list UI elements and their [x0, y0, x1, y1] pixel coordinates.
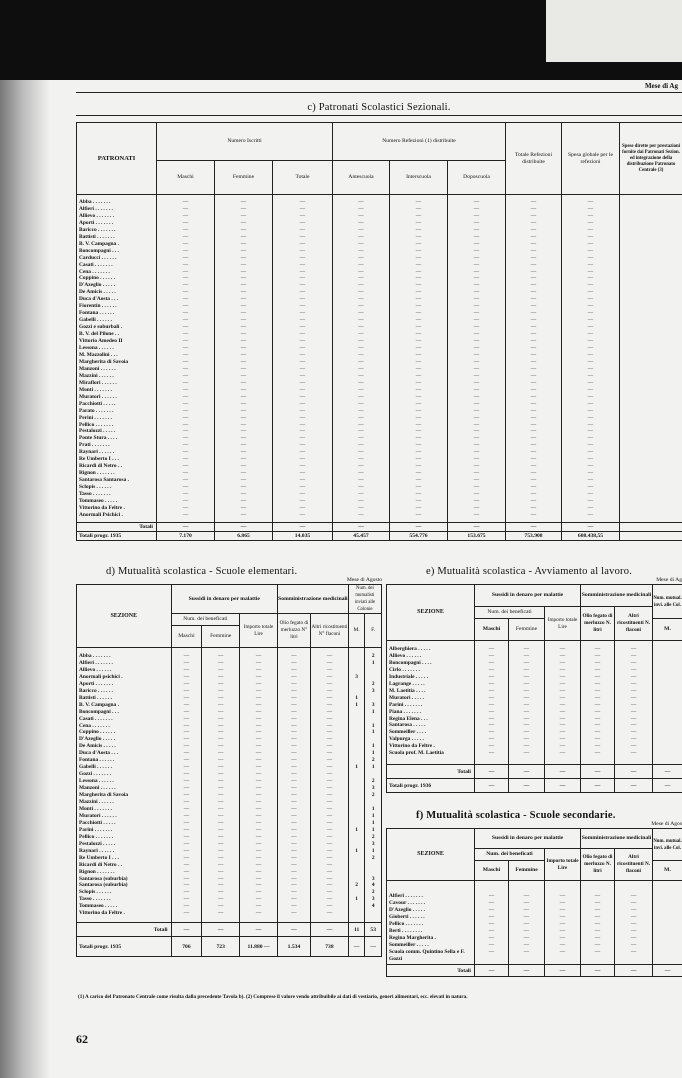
prog-value: 608.438,55: [562, 532, 620, 541]
data-column: — — — — — — — — — — — — — — — —: [509, 641, 545, 765]
col-sussidi: Sussidi in denaro per malattie: [475, 829, 581, 849]
section-d-title: d) Mutualità scolastica - Scuole elementari.: [106, 566, 298, 577]
data-column: — — — — — — — — — — — — — — — —: [615, 641, 653, 765]
section-e-month: Mese di Ag: [656, 577, 682, 583]
col-spese-dirette: Spese dirette per prestazioni fornite dai Patronati Sezion. ed integrazione della distribuzione Patronato Centrale (3): [620, 123, 682, 195]
data-column: — — — — — — — — — — — — — — — — — — — — — — — — — — — — — — — — — — — — — — — — — — — — — —: [390, 195, 448, 523]
sezioni-names: Alfieri . . . . . . . Cavour . . . . . . . D'Azeglio . . . . . Gioberti . . . . . . Pellico . . . . . . . Berti . . . . . . . . Regina Margherita . Sommeiller . . . . . Scuola comm. Quintino Sella e F. Gozzi: [387, 881, 475, 965]
totali-row: Totali — — — — — —: [387, 765, 682, 779]
totali-label: Totali: [77, 523, 157, 532]
prog-value: [620, 532, 682, 541]
data-column: — — — — — — — — — — — — — — — —: [545, 641, 581, 765]
col-maschi: Maschi: [475, 619, 509, 641]
section-e-title: e) Mutualità scolastica - Avviamento al lavoro.: [426, 566, 633, 577]
col-f-values: 2 1 2 3 3 1 1 1 1 1 2 1 2 3 2 1 1 1 1 2 3 1 2 3 4 2 3 4: [365, 648, 382, 923]
data-column: — — — — — — — — — — — — — — — — — — — — — — — — — — — — — — — — — — — — — — — — — — — — — —: [333, 195, 390, 523]
section-f-secondarie: [386, 810, 682, 977]
col-num: Num. mutual. invi. alle Col.: [653, 829, 682, 861]
section-f-month: Mese di Agos: [651, 821, 682, 827]
totali-label: Totali: [387, 965, 475, 977]
col-sezione: SEZIONE: [387, 585, 475, 641]
col-somministrazione: Somministrazione medicinali: [581, 585, 653, 607]
totali-progr-label: Totali progr. 1935: [77, 532, 157, 541]
sezioni-names: Abba . . . . . . . Alfieri . . . . . . . Allievo . . . . . . Anormali psichici . Aporti . . . . . . . Baricco . . . . . . Battisti . . . . . . B. V. Campagna . Boncompagni . . . Casati . . . . . . . Cena . . . . . . . Coppino . . . . . . D'Azeglio . . . . . De Amicis . . . . . Duca d'Aosta . . . Fontana . . . . . . Gabelli . . . . . . Gozzi . . . . . . . Lessona . . . . . . Manzoni . . . . . . Margherita di Savoia Mazzini . . . . . . Monti . . . . . . . Muratori . . . . . . Pacchiotti . . . . . Parini . . . . . . . Pellico . . . . . . . Pestalozzi . . . . . Raynari . . . . . . Re Umberto I . . . Ricardi di Netro . . Rignon . . . . . . . Santarosa (suburbia) Santarosa (suburbia) Sclopis . . . . . . Tasso . . . . . . . Tommaseo . . . . . Vittorino da Feltre .: [77, 648, 172, 923]
empty-column: [653, 881, 682, 965]
col-spesa-globale: Spesa globale per le refezioni: [562, 123, 620, 195]
totale-value: 53: [365, 923, 382, 937]
data-column: — — — — — — — — — — — — — — — — — — — — — — — — — — — — — — — — — — — — — — — — — — — — — —: [562, 195, 620, 523]
section-e-avviamento: [386, 566, 682, 793]
col-num-beneficati: Num. dei beneficati: [475, 607, 545, 619]
data-column: — — — — — — — — — — — — — — — — — — — — — — — — — — — — — — — — — — — — — —: [202, 648, 240, 923]
section-f-title: f) Mutualità scolastica - Scuole secondarie.: [416, 810, 616, 821]
col-num-beneficati: Num. dei beneficati: [171, 614, 240, 626]
col-sussidi: Sussidi in denaro per malattie: [475, 585, 581, 607]
data-column: — — — — — — — — — — — — — — — — — — — — — — — — — — — — — — — — — — — — — — — — — — — — — —: [215, 195, 273, 523]
month-label: Mese di Ag: [644, 82, 678, 90]
col-sezione: SEZIONE: [387, 829, 475, 881]
data-column: — — — — — — — — — — — — — — — — — — — — — — — — — — — — — — — — — — — — — — — — — — — — — —: [157, 195, 215, 523]
col-importo: Importo totale Lire: [240, 614, 278, 648]
section-d-month: Mese di Agosto: [346, 577, 382, 583]
data-column: — — — — — — — — —: [475, 881, 509, 965]
col-doposcuola: Doposcuola: [448, 161, 506, 195]
data-column: — — — — — — — — —: [581, 881, 615, 965]
col-importo: Importo totale Lire: [545, 849, 581, 881]
secondarie-table: [386, 828, 682, 977]
col-olio: Olio fegato di merluzzo N° litri: [277, 614, 310, 648]
totali-progr-label: Totali progr. 1936: [387, 779, 475, 793]
data-column: — — — — — — — — — — — — — — — — — — — — — — — — — — — — — — — — — — — — — — — — — — — — — —: [506, 195, 562, 523]
patronati-table: [76, 122, 682, 541]
prog-value: 153.675: [448, 532, 506, 541]
col-olio: Olio fegato di merluzzo N. litri: [581, 607, 615, 641]
totali-row: Totali — — — — — —: [387, 965, 682, 977]
totali-row: Totali — — — — — 11 53: [77, 923, 382, 937]
data-column: — — — — — — — — —: [615, 881, 653, 965]
empty-column: [620, 195, 682, 523]
totali-label: Totali: [77, 923, 172, 937]
col-m: M.: [653, 861, 682, 881]
prog-value: 723: [202, 937, 240, 957]
col-maschi: Maschi: [475, 861, 509, 881]
col-numero-refezioni: Numero Refezioni (1) distribuite: [333, 123, 506, 161]
section-d-mutualita-elementari: [76, 566, 382, 957]
prog-value: 7.170: [157, 532, 215, 541]
col-totale-refezioni: Totale Refezioni distribuite: [506, 123, 562, 195]
totali-progr-row: [77, 532, 682, 541]
col-num-beneficati: Num. dei beneficati: [475, 849, 545, 861]
prog-value: 738: [311, 937, 349, 957]
data-column: — — — — — — — — — — — — — — — —: [475, 641, 509, 765]
data-column: — — — — — — — — — — — — — — — — — — — — — — — — — — — — — — — — — — — — — —: [311, 648, 349, 923]
col-patronati: PATRONATI: [77, 123, 157, 195]
data-column: — — — — — — — — —: [509, 881, 545, 965]
col-interscuola: Interscuola: [390, 161, 448, 195]
prog-value: 6.865: [215, 532, 273, 541]
empty-column: [653, 641, 682, 765]
col-numero-iscritti: Numero Iscritti: [157, 123, 333, 161]
col-femmine: Femmine: [215, 161, 273, 195]
col-femmine: Femmine: [509, 861, 545, 881]
col-f: F.: [365, 614, 382, 648]
totale-value: 11: [348, 923, 365, 937]
totali-progr-row: Totali progr. 1936 — — — — — —: [387, 779, 682, 793]
data-column: — — — — — — — — — — — — — — — — — — — — — — — — — — — — — — — — — — — — — —: [171, 648, 202, 923]
mutualita-elementari-table: [76, 584, 382, 957]
col-altri: Altri ricostituenti N° flaconi: [311, 614, 349, 648]
totali-progr-row: Totali progr. 1935 706 723 11.880 — 1.534 738 — —: [77, 937, 382, 957]
data-column: — — — — — — — — — — — — — — — — — — — — — — — — — — — — — — — — — — — — — —: [240, 648, 278, 923]
col-num-mutualisti: Num. dei mutualisti inviati alle Colonie: [348, 585, 381, 614]
col-num: Num. mutual. invi. alle Col.: [653, 585, 682, 619]
col-sussidi: Sussidi in denaro per malattie: [171, 585, 277, 614]
prog-value: 753.908: [506, 532, 562, 541]
col-femmine: Femmine: [509, 619, 545, 641]
prog-value: 11.880 —: [240, 937, 278, 957]
col-totale: Totale: [273, 161, 333, 195]
page-number: 62: [76, 1032, 88, 1046]
prog-value: 14.035: [273, 532, 333, 541]
col-m: M.: [348, 614, 365, 648]
data-column: — — — — — — — — — — — — — — — — — — — — — — — — — — — — — — — — — — — — — —: [277, 648, 310, 923]
totali-label: Totali: [387, 765, 475, 779]
col-somministrazione: Somministrazione medicinali: [277, 585, 348, 614]
col-femmine: Femmine: [202, 626, 240, 648]
col-maschi: Maschi: [157, 161, 215, 195]
data-column: — — — — — — — — —: [545, 881, 581, 965]
col-maschi: Maschi: [171, 626, 202, 648]
section-c-title-bar: [76, 92, 682, 116]
sezioni-names: Alberghiera . . . . . Allievo . . . . . . Boncompagni . . . . Cirlo . . . . . . . Industriale . . . . . Lagrange . . . . . M. Laetitia . . . . Muratori . . . . . Parini . . . . . . . Piana . . . . . . . Regina Elena . . . Santarosa . . . . . Sommeiller . . . . Valpurga . . . . . Vittorino da Feltre . Scuola prof. M. Laetitia: [387, 641, 475, 765]
col-m: M.: [653, 619, 682, 641]
col-altri: Altri ricostituenti N. flaconi: [615, 607, 653, 641]
avviamento-table: [386, 584, 682, 793]
col-altri: Altri ricostituenti N. flaconi: [615, 849, 653, 881]
totali-progr-label: Totali progr. 1935: [77, 937, 172, 957]
footnotes: (1) A carico del Patronato Centrale come risulta dalla precedente Tavola b). (2) Comprese il valore vendo attribuibile ai dati di vestiario, generi alimentari, ecc. elevati in natura.: [78, 994, 468, 1000]
prog-value: 706: [171, 937, 202, 957]
scan-corner: [546, 0, 682, 62]
col-antescuola: Antescuola: [333, 161, 390, 195]
data-column: — — — — — — — — — — — — — — — — — — — — — — — — — — — — — — — — — — — — — — — — — — — — — —: [273, 195, 333, 523]
scan-left-shadow: [0, 80, 50, 1078]
section-c-title: c) Patronati Scolastici Sezionali.: [307, 102, 451, 113]
totali-row: Totali — — — — — — — —: [77, 523, 682, 532]
patronati-names: Abba . . . . . . . Alfieri . . . . . . . Allievo . . . . . . . Aporti . . . . . . . Baricco . . . . . . . Battisti . . . . . . . B. V. Campagna . Boncompagni . . . Carducci . . . . . . Casati . . . . . . . Cena . . . . . . . Coppino . . . . . . D'Azeglio . . . . . De Amicis . . . . . Duca d'Aosta . . . Fiorentin . . . . . . Fontana . . . . . . Gabelli . . . . . . Gozzi e suburbali . B. V. del Pilone . . Vittorio Amedeo II Lessona . . . . . . M. Mazzolini . . . Margherita di Savoia Manzoni . . . . . . Mazzini . . . . . . Miraflori . . . . . . Monti . . . . . . . Muratori . . . . . . Pacchiotti . . . . . Parato . . . . . . . Perini . . . . . . . Pellico . . . . . . . Pestalozzi . . . . . Ponte Stura . . . . Prati . . . . . . . Raynari . . . . . . Re Umberto I . . . Ricardi di Netro . . Rignon . . . . . . . Santarosa Santarosa . Sclopis . . . . . . Tasso . . . . . . . Tommaseo . . . . . Vittorino da Feltre . Anormali Psichici .: [77, 195, 157, 523]
prog-value: 554.776: [390, 532, 448, 541]
col-m-values: 3 1 1 1 1 1 2 1: [348, 648, 365, 923]
col-sezione: SEZIONE: [77, 585, 172, 648]
scan-dark-band: [0, 0, 682, 80]
document-page: [52, 80, 682, 1078]
col-olio: Olio fegato di merluzzo N. litri: [581, 849, 615, 881]
section-c-patronati: [76, 92, 682, 541]
data-column: — — — — — — — — — — — — — — — — — — — — — — — — — — — — — — — — — — — — — — — — — — — — — —: [448, 195, 506, 523]
prog-value: 45.457: [333, 532, 390, 541]
col-somministrazione: Somministrazione medicinali: [581, 829, 653, 849]
col-importo: Importo totale Lire: [545, 607, 581, 641]
prog-value: 1.534: [277, 937, 310, 957]
data-column: — — — — — — — — — — — — — — — —: [581, 641, 615, 765]
